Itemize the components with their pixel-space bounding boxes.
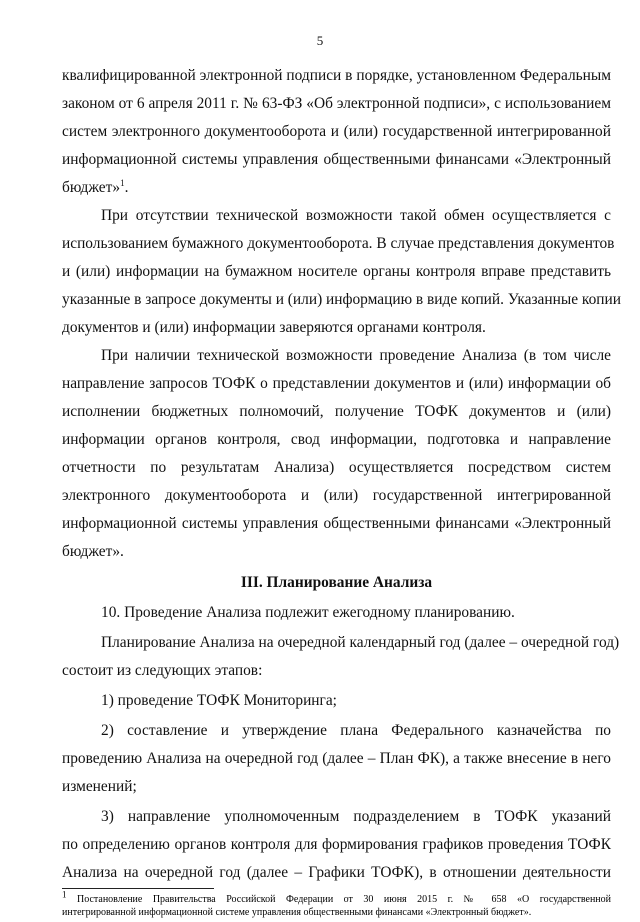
- footnote-text: Постановление Правительства Российской Федерации от 30 июня 2015 г. № 658 «О государственной: [76, 894, 612, 905]
- paragraph-line: Анализа на очередной год (далее – Графики ТОФК), в отношении деятельности: [62, 864, 611, 881]
- paragraph-line: по определению органов контроля для формирования графиков проведения ТОФК: [62, 836, 611, 853]
- paragraph-text: бюджет»: [62, 179, 121, 196]
- footnote-line: интегрированной информационной системе управления общественными финансами «Электронный бюджет».: [62, 907, 532, 918]
- paragraph-line: Планирование Анализа на очередной календарный год (далее – очередной год): [101, 634, 620, 651]
- paragraph-line: отчетности по результатам Анализа) осуществляется посредством систем: [62, 459, 611, 476]
- list-item: 1) проведение ТОФК Мониторинга;: [101, 692, 337, 709]
- paragraph-line: информационной системы управления общественными финансами «Электронный: [62, 515, 611, 532]
- page-number: 5: [316, 33, 324, 48]
- paragraph-line: квалифицированной электронной подписи в порядке, установленном Федеральным: [62, 67, 611, 84]
- paragraph-line: состоит из следующих этапов:: [62, 662, 263, 679]
- paragraph-line: проведению Анализа на очередной год (далее – План ФК), а также внесение в него: [62, 750, 611, 767]
- footnote-line: [62, 889, 612, 906]
- paragraph-line: документов и (или) информации заверяются органами контроля.: [62, 319, 486, 336]
- paragraph-line: электронного документооборота и (или) государственной интегрированной: [62, 487, 611, 504]
- paragraph-line: указанные в запросе документы и (или) информацию в виде копий. Указанные копии: [62, 291, 621, 308]
- paragraph-line: использованием бумажного документооборота. В случае представления документов: [62, 235, 615, 252]
- paragraph-line: информационной системы управления общественными финансами «Электронный: [62, 151, 611, 168]
- paragraph-text: .: [124, 179, 129, 196]
- section-heading: III. Планирование Анализа: [240, 574, 433, 591]
- list-item: 3) направление уполномоченным подразделением в ТОФК указаний: [101, 808, 611, 825]
- paragraph-line: изменений;: [62, 778, 137, 795]
- paragraph-line: 10. Проведение Анализа подлежит ежегодному планированию.: [101, 604, 515, 621]
- footnote-mark: 1: [62, 889, 67, 900]
- paragraph-line-last: [62, 178, 611, 198]
- paragraph-line: исполнении бюджетных полномочий, получение ТОФК документов и (или): [62, 403, 611, 420]
- paragraph-line: При наличии технической возможности проведение Анализа (в том числе: [101, 347, 611, 364]
- footnote-separator: [62, 888, 214, 889]
- paragraph-line: бюджет».: [62, 543, 124, 560]
- paragraph-line: информации органов контроля, свод информации, подготовка и направление: [62, 431, 611, 448]
- list-item: 2) составление и утверждение плана Федерального казначейства по: [101, 722, 611, 739]
- paragraph-line: направление запросов ТОФК о представлении документов и (или) информации об: [62, 375, 611, 392]
- paragraph-line: и (или) информации на бумажном носителе органы контроля вправе представить: [62, 263, 611, 280]
- paragraph-line: законом от 6 апреля 2011 г. № 63-ФЗ «Об электронной подписи», с использованием: [62, 95, 611, 112]
- footnote-reference[interactable]: 1: [120, 177, 125, 188]
- paragraph-line: систем электронного документооборота и (или) государственной интегрированной: [62, 123, 611, 140]
- paragraph-line: При отсутствии технической возможности такой обмен осуществляется с: [101, 207, 611, 224]
